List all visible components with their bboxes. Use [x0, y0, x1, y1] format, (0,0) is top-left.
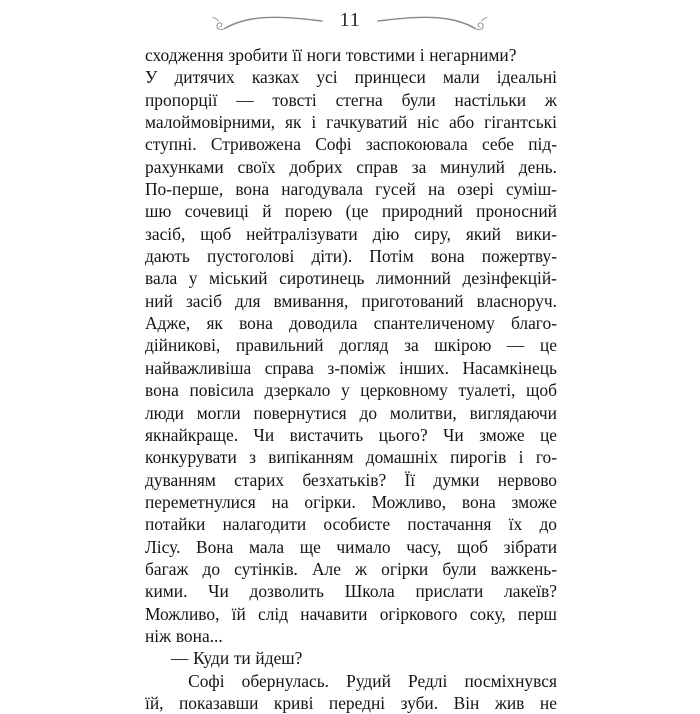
word: перш [517, 603, 557, 624]
word: вона [461, 491, 496, 512]
word: — [506, 335, 525, 356]
word: Чи [253, 424, 275, 445]
text-line [145, 536, 557, 558]
word: доводила [289, 313, 358, 334]
word: молитви, [389, 402, 457, 423]
word: мали [442, 67, 480, 88]
text-line [145, 402, 557, 424]
word: як [206, 313, 223, 334]
word: дезінфекцій- [462, 268, 557, 289]
word: Стривожена [210, 134, 301, 155]
word: справ [356, 156, 398, 177]
word: Можливо, [145, 603, 220, 624]
word: принцеси [354, 67, 426, 88]
word: рахунками [145, 156, 224, 177]
word: зможе [479, 424, 525, 445]
word: стегна [335, 89, 383, 110]
word: важкень- [490, 558, 557, 579]
word: ніж [145, 625, 172, 646]
text-line [145, 111, 557, 133]
word: щоб [457, 536, 488, 557]
word: приготований [361, 290, 464, 311]
text-line [145, 469, 557, 491]
word: туалеті, [458, 380, 516, 401]
word: Потім [369, 246, 414, 267]
word: багаж [145, 558, 189, 579]
word: до [539, 514, 557, 535]
word: були [442, 558, 477, 579]
word: Чи [208, 581, 229, 602]
text-line [145, 178, 557, 200]
word: ноги [306, 45, 342, 65]
word: проносний [476, 201, 557, 222]
word: сиротинець [279, 268, 365, 289]
word: Можливо, [371, 491, 447, 512]
word: настільки [454, 89, 527, 110]
word: переметнулися [145, 491, 256, 512]
text-line [145, 200, 557, 222]
word: дають [145, 246, 190, 267]
word: налагодити [222, 514, 307, 535]
word: Куди [193, 648, 230, 669]
word: вона [235, 179, 270, 200]
text-line [145, 647, 557, 669]
word: на [271, 491, 289, 512]
word: ще [299, 536, 321, 557]
word: Чи [443, 424, 464, 445]
word: повернутися [253, 402, 347, 423]
paragraph-indent [145, 670, 171, 692]
word: якнайкраще. [145, 424, 239, 445]
word: ж [355, 558, 368, 579]
word: день. [518, 156, 557, 177]
word: слід [257, 603, 289, 624]
word: криві [273, 692, 314, 713]
text-line [145, 603, 557, 625]
text-line [145, 424, 557, 446]
word: — [236, 89, 254, 110]
text-line [145, 379, 557, 401]
word: дійникові, [145, 335, 221, 356]
word: Школа [344, 581, 395, 602]
word: добрих [289, 156, 343, 177]
word: йдеш? [255, 648, 303, 669]
word: Лісу. [145, 536, 181, 557]
word: негарними? [429, 45, 517, 65]
running-head [0, 0, 700, 42]
word: вона... [175, 625, 223, 646]
word: ніс [417, 112, 440, 133]
word: сутінків. [234, 558, 298, 579]
word: Але [311, 558, 341, 579]
word: вона [430, 246, 465, 267]
word: кими. [145, 581, 188, 602]
text-line [145, 223, 557, 245]
word: го- [535, 447, 557, 468]
text-line [145, 334, 557, 356]
word: вона [145, 380, 179, 401]
word: гігантські [484, 112, 557, 133]
word: пирогів [450, 447, 507, 468]
word: зможе [511, 491, 557, 512]
word: вона [239, 313, 273, 334]
word: випіканням [268, 447, 354, 468]
word: правильний [235, 335, 324, 356]
word: Адже, [145, 313, 191, 334]
word: справа [264, 357, 314, 378]
word: усі [316, 67, 338, 88]
text-line [145, 491, 557, 513]
body-text [145, 44, 557, 714]
word: і [311, 112, 317, 133]
word: — [171, 648, 189, 669]
word: Її [404, 469, 416, 490]
word: Вона [196, 536, 234, 557]
word: зуби. [400, 692, 439, 713]
word: озері [457, 179, 494, 200]
word: до [202, 558, 221, 579]
word: мала [248, 536, 285, 557]
word: обернулась. [241, 670, 330, 691]
word: старих [234, 469, 285, 490]
word: зібрати [503, 536, 557, 557]
word: нервово [497, 469, 557, 490]
word: або [448, 112, 475, 133]
word: заспокоювала [365, 134, 468, 155]
word: ж [544, 89, 557, 110]
word: шю [145, 201, 172, 222]
word: огірки [381, 558, 429, 579]
word: огіркового [379, 603, 458, 624]
word: суміш- [505, 179, 557, 200]
word: у [188, 268, 198, 289]
word: цього? [378, 424, 428, 445]
text-line [145, 66, 557, 88]
text-line [145, 156, 557, 178]
word: під- [528, 134, 557, 155]
word: гачкуватий [326, 112, 408, 133]
text-line [145, 44, 557, 66]
word: власноруч. [476, 290, 557, 311]
word: сиру, [414, 223, 451, 244]
word: їх [508, 514, 523, 535]
text-line [145, 89, 557, 111]
word: зробити [228, 45, 288, 65]
word: дитячих [174, 67, 235, 88]
word: Софі [188, 670, 225, 691]
word: дію [372, 223, 400, 244]
word: вмивання, [273, 290, 349, 311]
word: за [411, 156, 427, 177]
word: Рудий [346, 670, 391, 691]
word: за [404, 335, 419, 356]
text-line [145, 133, 557, 155]
word: виглядаючи [469, 402, 557, 423]
word: і [518, 447, 524, 468]
word: Він [453, 692, 480, 713]
word: нагодувала [281, 179, 363, 200]
word: природний [381, 201, 463, 222]
word: з [249, 447, 256, 468]
word: були [401, 89, 436, 110]
word: По-перше, [145, 179, 224, 200]
word: огірки. [304, 491, 356, 512]
word: казках [251, 67, 300, 88]
word: у [340, 380, 350, 401]
ornament-right [376, 6, 496, 36]
text-line [145, 670, 557, 692]
word: й [262, 201, 272, 222]
word: як [285, 112, 302, 133]
word: шкірою [434, 335, 492, 356]
word: її [292, 45, 303, 65]
word: повісила [189, 380, 254, 401]
word: пустоголові [206, 246, 295, 267]
word: сходження [145, 45, 224, 65]
word: У [145, 67, 158, 88]
word: минулий [440, 156, 505, 177]
text-line [145, 513, 557, 535]
text-line [145, 580, 557, 602]
word: благо- [511, 313, 557, 334]
word: начавити [300, 603, 368, 624]
word: своїх [237, 156, 276, 177]
word: дозволить [249, 581, 324, 602]
word: себе [481, 134, 514, 155]
text-line [145, 625, 557, 647]
word: щоб [526, 380, 557, 401]
word: і [419, 45, 425, 65]
word: для [234, 290, 261, 311]
text-line [145, 692, 557, 714]
word: лимонний [376, 268, 451, 289]
word: міський [209, 268, 268, 289]
word: церковному [360, 380, 448, 401]
word: вала [145, 268, 178, 289]
word: чимало [336, 536, 391, 557]
word: їй, [145, 692, 164, 713]
text-line [145, 290, 557, 312]
word: ний [145, 290, 173, 311]
word: посміхнувся [464, 670, 557, 691]
word: засіб, [145, 223, 186, 244]
word: нейтралізувати [246, 223, 358, 244]
word: спантеличеному [373, 313, 495, 334]
word: соку, [469, 603, 506, 624]
word: товстими [345, 45, 416, 65]
word: прислати [415, 581, 484, 602]
text-line [145, 446, 557, 468]
text-line [145, 245, 557, 267]
word: особисте [323, 514, 391, 535]
word: домашніх [365, 447, 438, 468]
word: товсті [272, 89, 317, 110]
word: вики- [515, 223, 557, 244]
word: з-поміж [327, 357, 386, 378]
text-line [145, 558, 557, 580]
word: це [539, 424, 557, 445]
word: ступні. [145, 134, 197, 155]
word: думки [433, 469, 480, 490]
ornament-left [204, 6, 324, 36]
word: вистачить [289, 424, 364, 445]
word: передні [328, 692, 386, 713]
word: порею [284, 201, 333, 222]
word: їй [231, 603, 246, 624]
word: до [359, 402, 378, 423]
word: жив [494, 692, 525, 713]
word: показавши [179, 692, 259, 713]
word: на [427, 179, 445, 200]
word: ти [233, 648, 251, 669]
text-line [145, 312, 557, 334]
word: щоб [200, 223, 232, 244]
word: пропорції [145, 89, 218, 110]
word: найважливіша [145, 357, 252, 378]
word: лакеїв? [504, 581, 557, 602]
word: безхатьків? [302, 469, 387, 490]
word: засіб [185, 290, 222, 311]
word: могли [196, 402, 241, 423]
word: інших. [399, 357, 449, 378]
word: Софі [315, 134, 352, 155]
word: це [539, 335, 557, 356]
word: гусей [375, 179, 416, 200]
text-line [145, 267, 557, 289]
word: люди [145, 402, 184, 423]
word: не [539, 692, 557, 713]
word: (це [345, 201, 369, 222]
word: діти). [311, 246, 353, 267]
word: малоймовірними, [145, 112, 276, 133]
page-number: 11 [339, 8, 361, 31]
word: потайки [145, 514, 206, 535]
word: дзеркало [264, 380, 331, 401]
text-line [145, 357, 557, 379]
word: конкурувати [145, 447, 237, 468]
word: сочевиці [184, 201, 249, 222]
paragraph-indent [145, 647, 171, 669]
word: догляд [339, 335, 389, 356]
word: ідеальні [496, 67, 557, 88]
word: Насамкінець [462, 357, 557, 378]
word: який [465, 223, 501, 244]
word: Редлі [408, 670, 448, 691]
word: часу, [406, 536, 442, 557]
word: пожертву- [481, 246, 557, 267]
word: постачання [407, 514, 492, 535]
word: дуванням [145, 469, 216, 490]
